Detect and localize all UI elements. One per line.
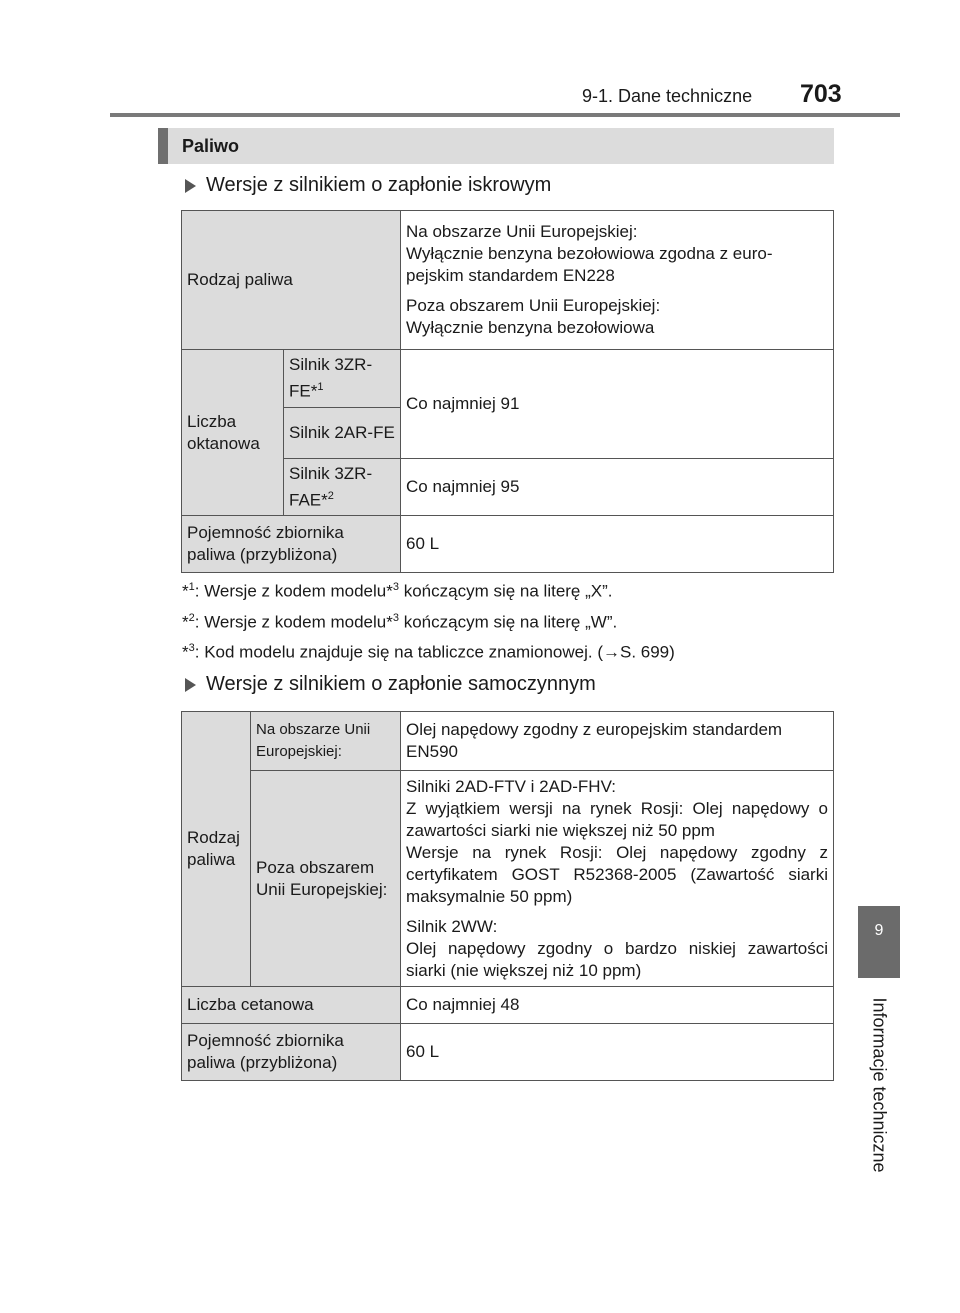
footnote-3: *$^3$: Kod modelu znajduje się na tabliczce znamionowej. (→S. 699) <box>182 642 675 662</box>
fuel-type-value <box>401 211 834 350</box>
engine-3zr-fae: Silnik 3ZR-FAE*$^2$ <box>284 458 401 516</box>
noneu-2ww-fuel: Olej napędowy zgodny o bardzo niskiej zawartości siarki (nie większej niż 10 ppm) <box>406 938 828 980</box>
diesel-noneu-value <box>401 771 834 987</box>
diesel-subheading <box>185 673 596 696</box>
diesel-subheading-text: Wersje z silnikiem o zapłonie samoczynnym <box>206 673 596 695</box>
header-section-title: 9-1. Dane techniczne <box>582 86 753 106</box>
diesel-eu-label: Na obszarze Unii Europejskiej: <box>251 712 401 771</box>
petrol-fuel-table <box>181 210 834 573</box>
triangle-bullet-icon <box>185 678 196 692</box>
table-row <box>182 771 834 987</box>
noneu-engines-1: Silniki 2AD-FTV i 2AD-FHV: <box>406 776 617 796</box>
fuel-noneu-line2: Wyłącznie benzyna bezołowiowa <box>406 318 655 337</box>
cetane-label: Liczba cetanowa <box>182 987 401 1024</box>
cetane-value: Co najmniej 48 <box>401 987 834 1024</box>
noneu-engine-2ww: Silnik 2WW: <box>406 916 498 936</box>
diesel-fuel-type-label: Rodzaj paliwa <box>182 712 251 987</box>
triangle-bullet-icon <box>185 179 196 193</box>
octane-value-91: Co najmniej 91 <box>401 350 834 459</box>
page-number: 703 <box>800 80 842 108</box>
footnote-1: *$^1$: Wersje z kodem modelu*$^3$ kończącym się na literę „X”. <box>182 581 613 601</box>
table-row <box>182 987 834 1024</box>
table-row <box>182 211 834 350</box>
noneu-russia: Wersje na rynek Rosji: Olej napędowy zgodny z certyfikatem GOST R52368-2005 (Zawartość siarki maksymalnie 50 ppm) <box>406 842 828 906</box>
footnote-2: *$^2$: Wersje z kodem modelu*$^3$ kończącym się na literę „W”. <box>182 611 618 632</box>
noneu-except-russia: Z wyjątkiem wersji na rynek Rosji: Olej napędowy o zawartości siarki nie większej niż 50 ppm <box>406 798 828 840</box>
diesel-fuel-table <box>181 711 834 1081</box>
fuel-eu-line2: Wyłącznie benzyna bezołowiowa zgodna z euro-pejskim standardem EN228 <box>406 244 773 285</box>
table-row <box>182 1024 834 1081</box>
header-divider <box>110 113 900 117</box>
fuel-type-label: Rodzaj paliwa <box>182 211 401 350</box>
table-row <box>182 350 834 408</box>
petrol-subheading-text: Wersje z silnikiem o zapłonie iskrowym <box>206 174 552 196</box>
octane-value-95: Co najmniej 95 <box>401 458 834 516</box>
tank-value: 60 L <box>401 516 834 573</box>
chapter-tab: 9 <box>858 906 900 978</box>
engine-2ar-fe: Silnik 2AR-FE <box>284 407 401 458</box>
diesel-noneu-label: Poza obszarem Unii Europejskiej: <box>251 771 401 987</box>
diesel-tank-value: 60 L <box>401 1024 834 1081</box>
diesel-tank-label: Pojemność zbiornika paliwa (przybliżona) <box>182 1024 401 1081</box>
fuel-eu-line1: Na obszarze Unii Europejskiej: <box>406 222 638 241</box>
table-row <box>182 516 834 573</box>
section-heading-bar <box>158 128 834 164</box>
section-title: Paliwo <box>182 136 240 156</box>
chapter-label: Informacje techniczne <box>869 997 890 1173</box>
octane-label: Liczba oktanowa <box>182 350 284 516</box>
engine-3zr-fe: Silnik 3ZR-FE*$^1$ <box>284 350 401 408</box>
petrol-subheading <box>185 174 551 197</box>
table-row <box>182 712 834 771</box>
fuel-noneu-line1: Poza obszarem Unii Europejskiej: <box>406 296 661 315</box>
tank-label: Pojemność zbiornika paliwa (przybliżona) <box>182 516 401 573</box>
footnotes <box>182 574 675 666</box>
diesel-eu-value: Olej napędowy zgodny z europejskim standardem EN590 <box>401 712 834 771</box>
